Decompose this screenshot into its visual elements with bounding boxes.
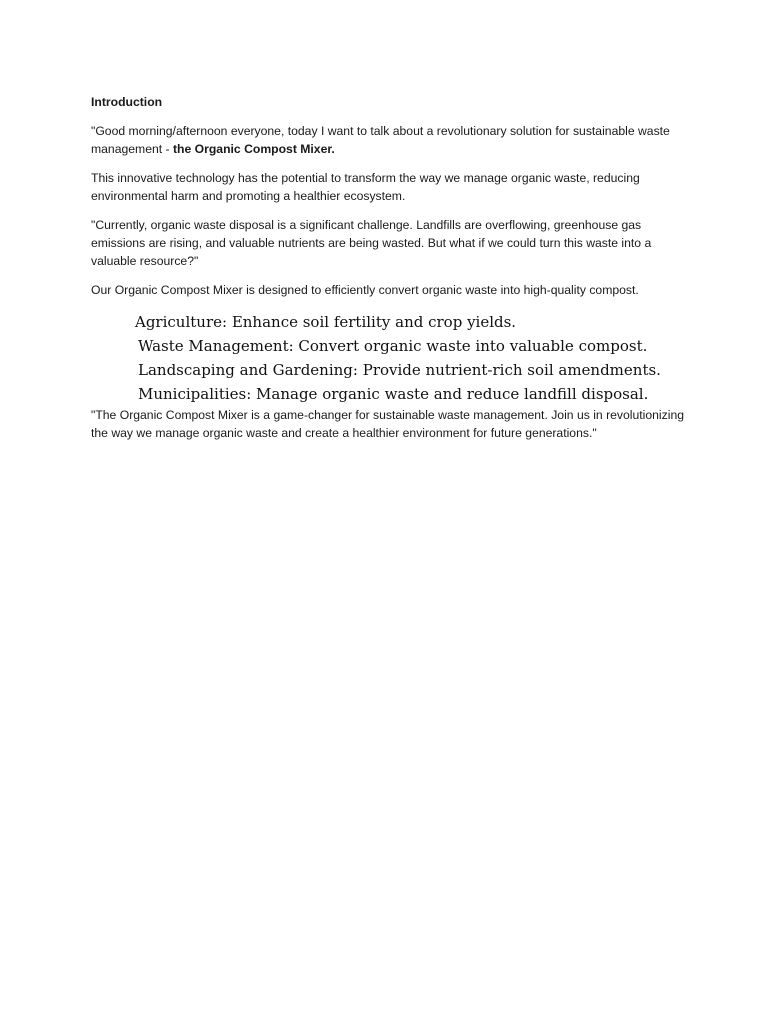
paragraph: "Currently, organic waste disposal is a significant challenge. Landfills are overflowing, greenhouse gas emissions are rising, and valuable nutrients are being wasted. But what if we could turn this waste into a valuable resource?"	[91, 218, 652, 268]
product-name: the Organic Compost Mixer.	[172, 142, 335, 156]
closing-paragraph: "The Organic Compost Mixer is a game-changer for sustainable waste management. Join us in revolutionizing the way we manage organic waste and create a healthier environment for future generations."	[91, 408, 684, 440]
intro-paragraph	[91, 122, 691, 158]
list-item: Agriculture: Enhance soil fertility and crop yields.	[135, 313, 517, 331]
paragraph: This innovative technology has the potential to transform the way we manage organic waste, reducing environmental harm and promoting a healthier ecosystem.	[91, 171, 640, 203]
intro-text: "Good morning/afternoon everyone, today I want to talk about a revolutionary solution for sustainable waste management -	[91, 124, 670, 156]
document-body	[91, 93, 691, 442]
list-item: Waste Management: Convert organic waste into valuable compost.	[138, 337, 648, 355]
applications-list	[91, 310, 691, 406]
section-heading: Introduction	[91, 95, 163, 109]
list-item: Landscaping and Gardening: Provide nutrient-rich soil amendments.	[138, 361, 661, 379]
paragraph: Our Organic Compost Mixer is designed to efficiently convert organic waste into high-quality compost.	[91, 283, 639, 297]
list-item: Municipalities: Manage organic waste and reduce landfill disposal.	[138, 385, 649, 403]
